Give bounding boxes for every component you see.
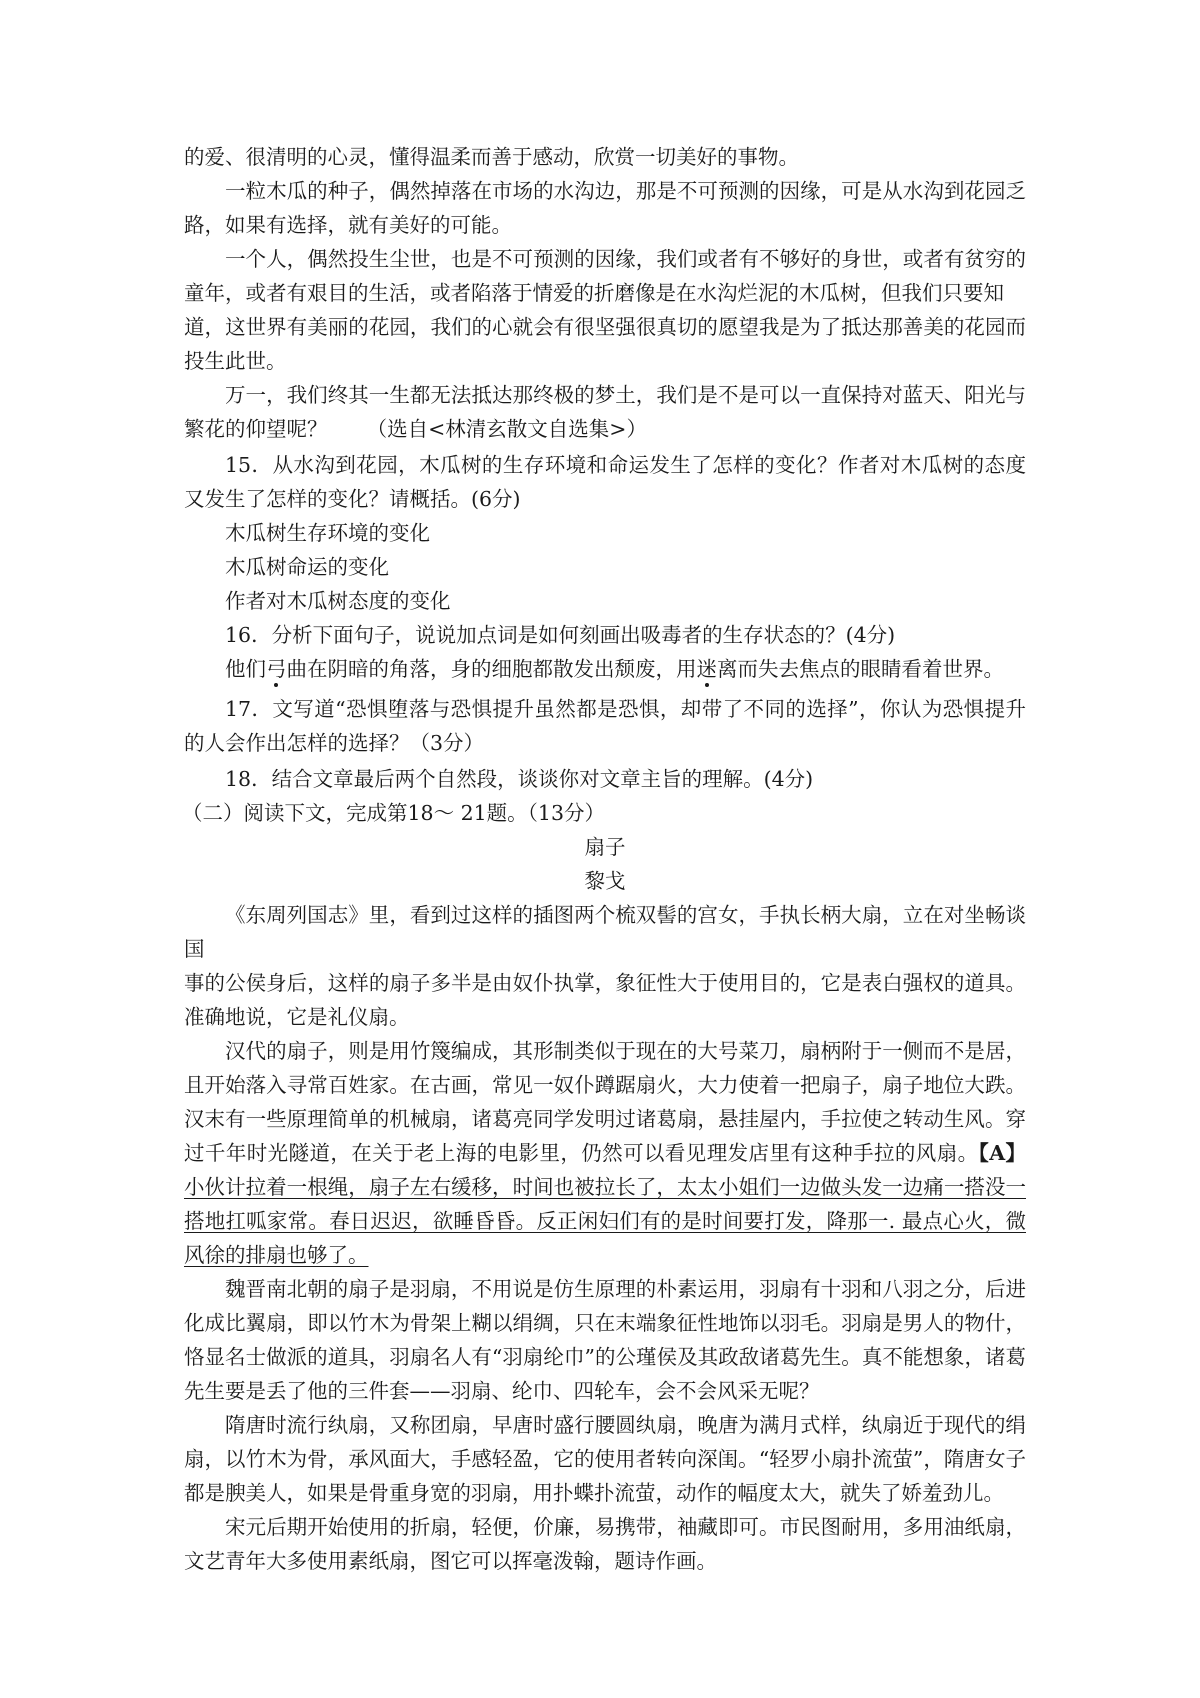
article-title: 扇子 <box>584 835 626 859</box>
paragraph-han-fans <box>184 1034 1026 1272</box>
question-18: 18．结合文章最后两个自然段，谈谈你对文章主旨的理解。(4分) <box>225 767 814 791</box>
q16-sentence-part2: 曲在阴暗的角落，身的细胞都散发出颓废，用 <box>286 657 697 681</box>
q15-item-environment: 木瓜树生存环境的变化 <box>225 521 430 545</box>
paragraph-folding-fans: 宋元后期开始使用的折扇，轻便，价廉，易携带，袖藏即可。市民图耐用，多用油纸扇，文艺青年大多使用素纸扇，图它可以挥毫泼翰，题诗作画。 <box>184 1515 1026 1573</box>
q15-item-attitude: 作者对木瓜树态度的变化 <box>225 589 451 613</box>
paragraph-papaya-seed: 一粒木瓜的种子，偶然掉落在市场的水沟边，那是不可预测的因缘，可是从水沟到花园乏路，如果有选择，就有美好的可能。 <box>184 179 1026 237</box>
underlined-passage-a: 小伙计拉着一根绳，扇子左右缓移，时间也被拉长了，太太小姐们一边做头发一边痛一搭没一搭地扛呱家常。春日迟迟，欲睡昏昏。反正闲妇们有的是时间要打发，降那一. 最点心火，微风徐的排扇也够了。 <box>184 1175 1026 1267</box>
question-17: 17．文写道“恐惧堕落与恐惧提升虽然都是恐惧，却带了不同的选择”，你认为恐惧提升的人会作出怎样的选择？（3分） <box>184 697 1026 755</box>
paragraph-silk-fans: 隋唐时流行纨扇，又称团扇，早唐时盛行腰圆纨扇，晚唐为满月式样，纨扇近于现代的绢扇，以竹木为骨，承风面大，手感轻盈，它的使用者转向深闺。“轻罗小扇扑流萤”，隋唐女子都是腴美人，如果是骨重身宽的羽扇，用扑蝶扑流萤，动作的幅度太大，就失了娇羞劲儿。 <box>184 1413 1026 1505</box>
paragraph-zhou-illustration: 《东周列国志》里，看到过这样的插图两个梳双髻的宫女，手执长柄大扇，立在对坐畅谈国 <box>184 903 1026 961</box>
paragraph-han-fans-text: 汉代的扇子，则是用竹篾编成，其形制类似于现在的大号菜刀，扇柄附于一侧而不是居，且开始落入寻常百姓家。在古画，常见一奴仆蹲踞扇火，大力使着一把扇子，扇子地位大跌。汉末有一些原理简单的机械扇，诸葛亮同学发明过诸葛扇，悬挂屋内，手拉使之转动生风。穿过千年时光隧道，在关于老上海的电影里，仍然可以看见理发店里有这种手拉的风扇。 <box>184 1039 1026 1165</box>
paragraph-zhou-illustration-continued: 事的公侯身后，这样的扇子多半是由奴仆执掌，象征性大于使用目的，它是表白强权的道具。准确地说，它是礼仪扇。 <box>184 971 1026 1029</box>
paragraph-person-born: 一个人，偶然投生尘世，也是不可预测的因缘，我们或者有不够好的身世，或者有贫穷的童年，或者有艰目的生活，或者陷落于情爱的折磨像是在水沟烂泥的木瓜树，但我们只要知 <box>184 247 1026 305</box>
document-body <box>184 140 1026 1578</box>
paragraph-final-dream-text: 万一，我们终其一生都无法抵达那终极的梦土，我们是不是可以一直保持对蓝天、阳光与繁花的仰望呢？ <box>184 383 1026 441</box>
emphasis-dot-word-2: 迷 <box>696 657 717 681</box>
source-citation: （选自<林清玄散文自选集>） <box>366 417 647 441</box>
section-2-label: （二）阅读下文，完成第18～ 21题。（13分） <box>182 801 606 825</box>
q16-sentence-part1: 他们 <box>225 657 266 681</box>
q15-item-fate: 木瓜树命运的变化 <box>225 555 389 579</box>
paragraph-feather-fans: 魏晋南北朝的扇子是羽扇，不用说是仿生原理的朴素运用，羽扇有十羽和八羽之分，后进化成比翼扇，即以竹木为骨架上糊以绢绸，只在末端象征性地饰以羽毛。羽扇是男人的物什，恪显名士做派的道具，羽扇名人有“羽扇纶巾”的公瑾侯及其政敌诸葛先生。真不能想象，诸葛先生要是丢了他的三件套——羽扇、纶巾、四轮车，会不会风采无呢？ <box>184 1277 1026 1403</box>
emphasis-dot-word-1: 弓 <box>266 657 287 681</box>
mark-a: 【A】 <box>978 1141 1027 1165</box>
question-15: 15．从水沟到花园，木瓜树的生存环境和命运发生了怎样的变化？作者对木瓜树的态度又发生了怎样的变化？请概括。(6分) <box>184 453 1026 511</box>
q16-sentence <box>184 652 1026 686</box>
paragraph-final-dream <box>184 378 1026 446</box>
q16-sentence-part3: 离而失去焦点的眼睛看着世界。 <box>717 657 1004 681</box>
question-16: 16．分析下面句子，说说加点词是如何刻画出吸毒者的生存状态的？(4分) <box>225 623 896 647</box>
paragraph-person-born-continued: 道，这世界有美丽的花园，我们的心就会有很坚强很真切的愿望我是为了抵达那善美的花园而投生此世。 <box>184 315 1026 373</box>
paragraph-continuation: 的爱、很清明的心灵，懂得温柔而善于感动，欣赏一切美好的事物。 <box>184 145 799 169</box>
article-author: 黎戈 <box>584 869 626 893</box>
